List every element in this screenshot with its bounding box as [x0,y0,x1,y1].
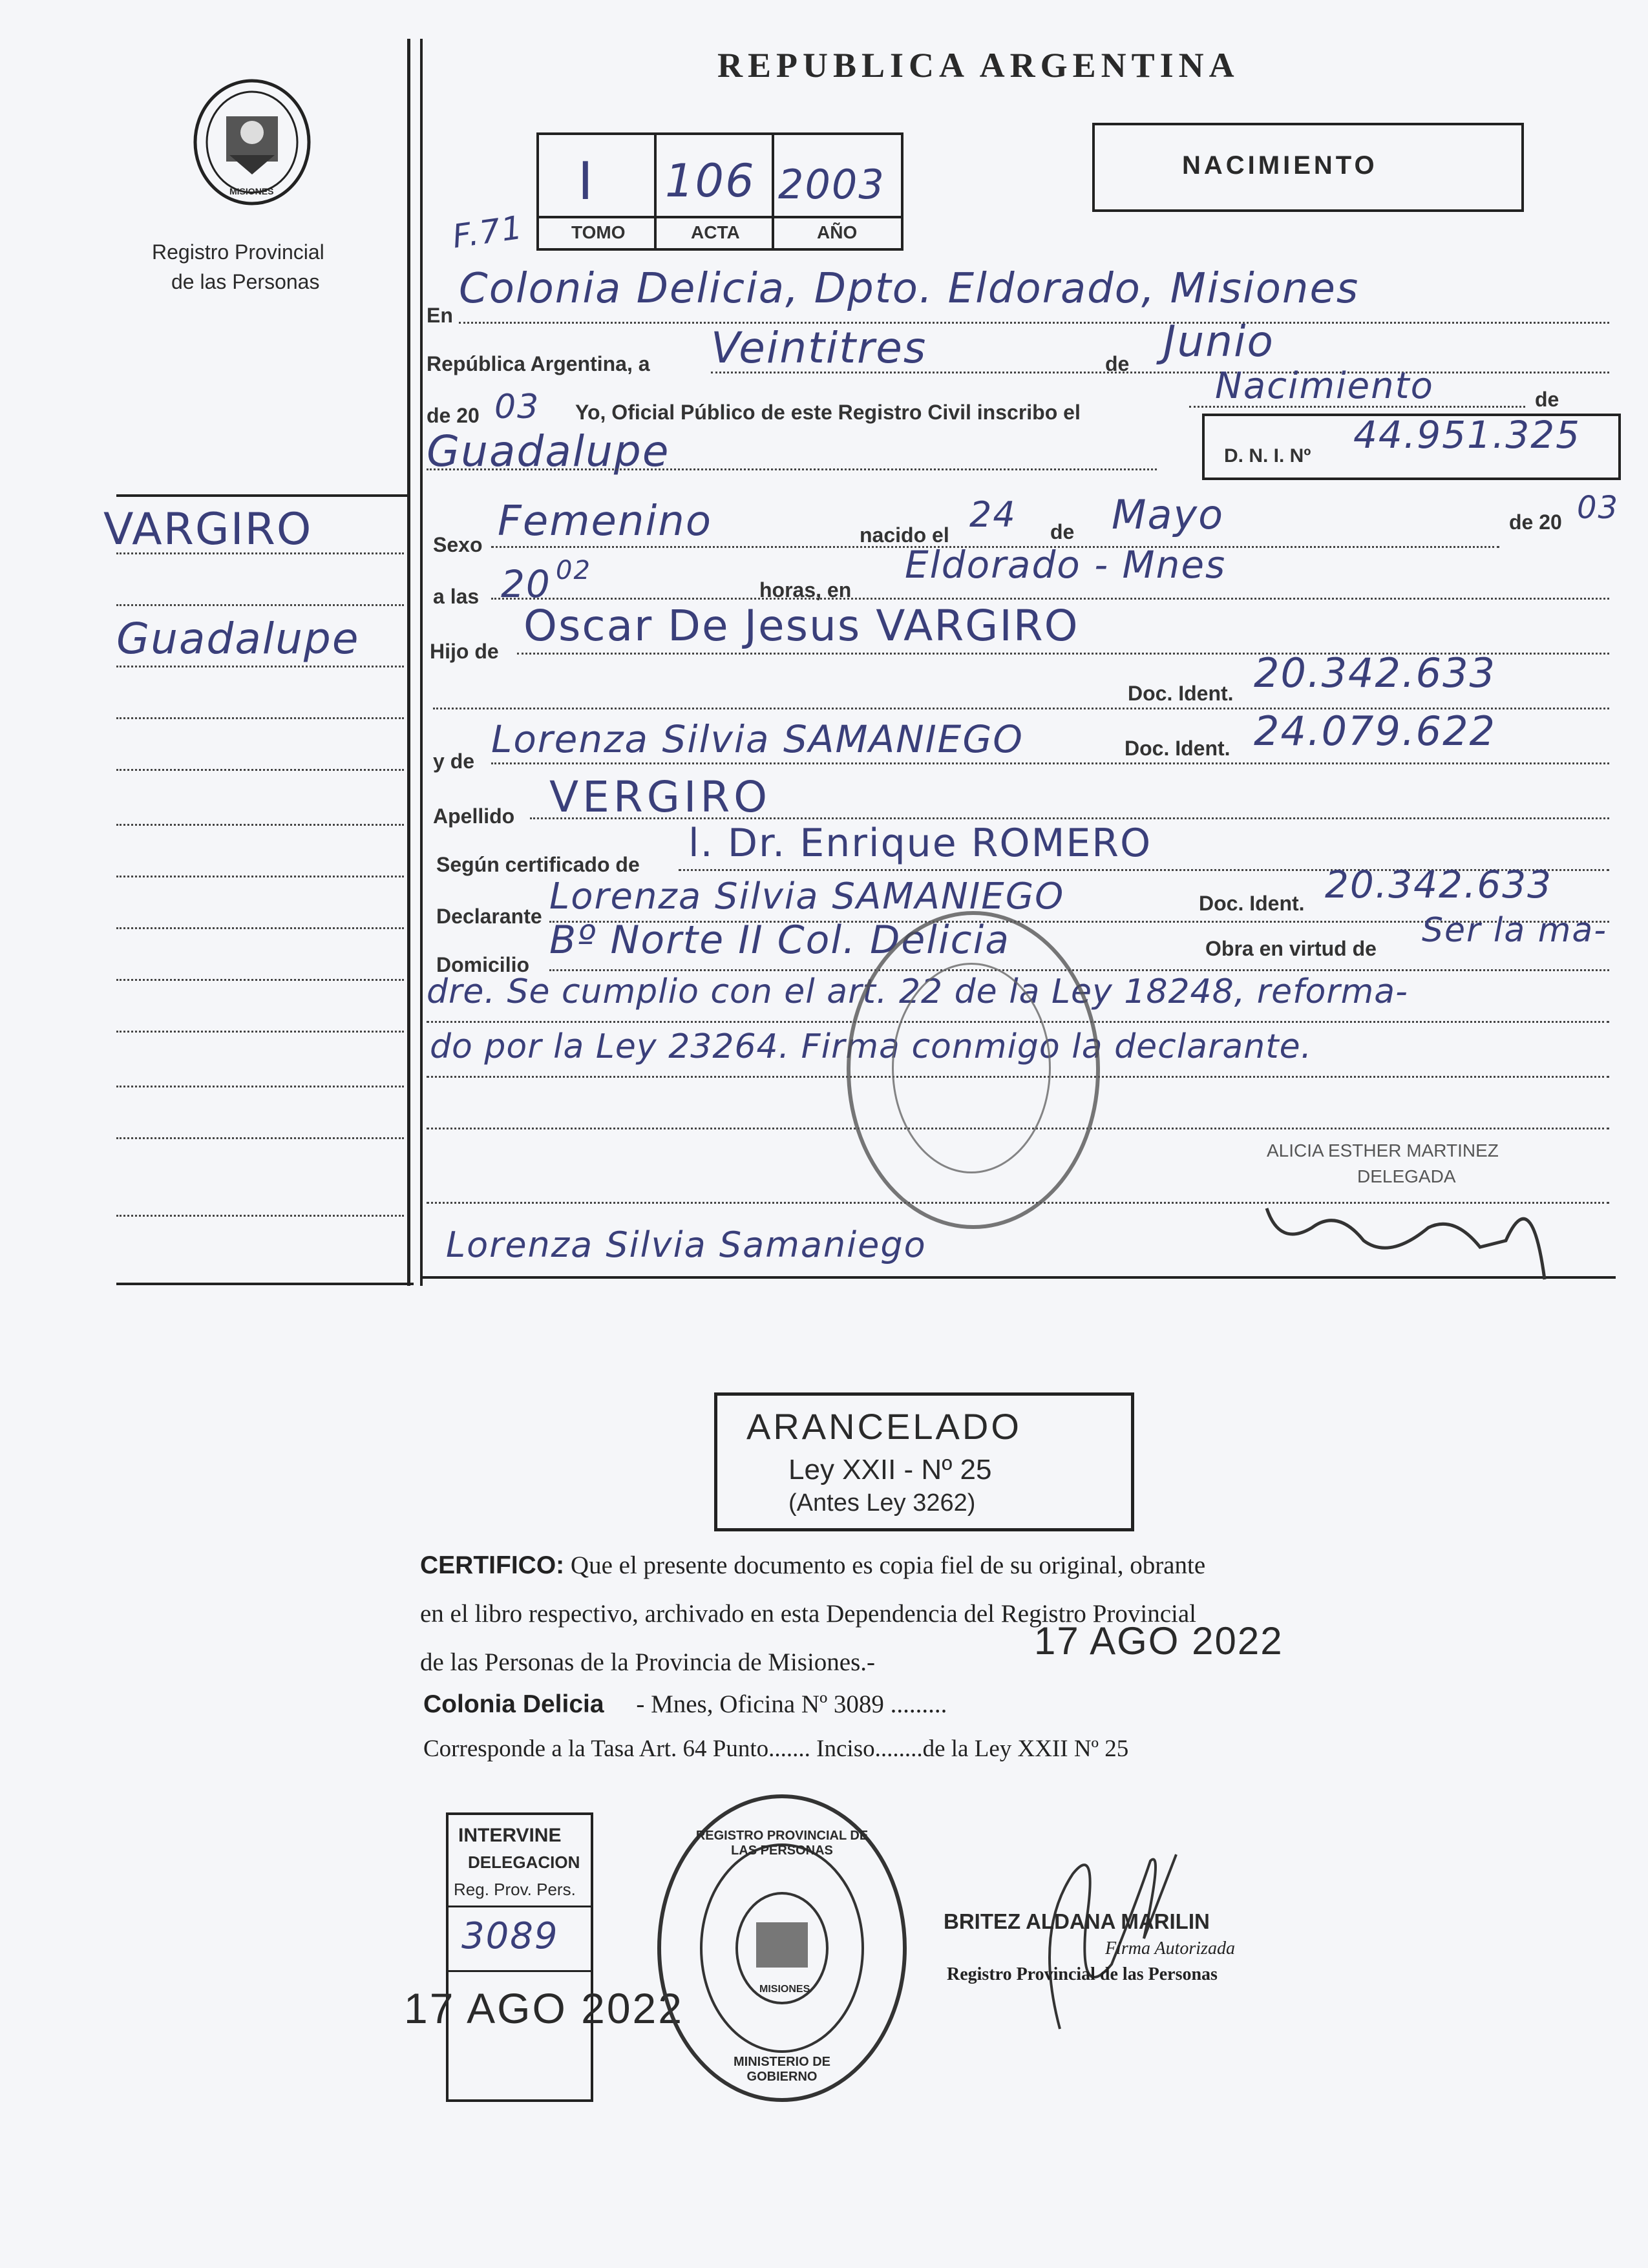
de-label-3: de [1050,520,1075,543]
hijo-label: Hijo de [430,640,499,663]
horas-label: horas, en [759,578,852,602]
intervine-stamp [446,1812,593,2102]
apellido-value: VERGIRO [549,772,772,822]
father-doc: 20.342.633 [1254,649,1496,697]
mother-name: Lorenza Silvia SAMANIEGO [491,717,1024,761]
ano-value: 2003 [778,161,885,208]
official-name: ALICIA ESTHER MARTINEZ [1267,1140,1499,1160]
tomo-value: I [578,151,595,211]
margin-given-name: Guadalupe [116,614,360,664]
country-title: REPUBLICA ARGENTINA [717,46,1240,85]
certifico-line4 [423,1690,947,1719]
certifico-lead: CERTIFICO: [420,1551,565,1579]
mother-doc-label: Doc. Ident. [1125,737,1231,760]
place-value: Colonia Delicia, Dpto. Eldorado, Misiones [459,265,1360,313]
notes-line2: do por la Ley 23264. Firma conmigo la declarante. [430,1027,1313,1066]
birth-time-sup: 02 [556,556,591,585]
form-left-border [420,39,423,1286]
registry-name-line1: Registro Provincial [152,240,324,264]
de-label-2: de [1535,388,1559,411]
acta-label: ACTA [691,222,740,242]
certifico-date: 17 AGO 2022 [1034,1619,1284,1663]
de-label-1: de [1105,352,1130,375]
arancelado-ley: Ley XXII - Nº 25 [788,1454,992,1486]
ano-label: AÑO [817,222,858,242]
y-de-label: y de [433,750,475,773]
arancelado-stamp [714,1392,1134,1531]
folio-note: F.71 [450,208,526,256]
intervine-line2: DELEGACION [468,1853,580,1872]
declarante-signature: Lorenza Silvia Samaniego [446,1224,927,1265]
act-kind: Nacimiento [1215,365,1434,407]
seal-center: MISIONES [759,1984,810,1995]
provincial-registry-seal [653,1790,911,2106]
seal-bottom-text: MINISTERIO DE GOBIERNO [733,2055,830,2084]
declarante-value: Lorenza Silvia SAMANIEGO [549,876,1065,918]
intervine-date: 17 AGO 2022 [404,1984,684,2032]
dni-value: 44.951.325 [1353,413,1581,457]
year-prefix: de 20 [427,404,480,427]
domicilio-value: Bº Norte II Col. Delicia [549,918,1011,963]
apellido-label: Apellido [433,804,515,828]
declarante-doc-label: Doc. Ident. [1199,892,1305,915]
declarante-doc: 20.342.633 [1325,863,1553,907]
header-bottom-rule [116,494,407,497]
certifico-text1: Que el presente documento es copia fiel de su original, obrante [570,1551,1206,1579]
notes-line1: dre. Se cumplio con el art. 22 de la Ley 18248, reforma- [427,972,1408,1011]
acta-value: 106 [665,154,755,207]
official-title: DELEGADA [1357,1166,1456,1186]
inscribe-text: Yo, Oficial Público de este Registro Civil inscribo el [575,401,1081,424]
nacido-label: nacido el [860,523,949,547]
registry-name-line2: de las Personas [171,270,320,293]
father-doc-label: Doc. Ident. [1128,682,1234,705]
obra-label: Obra en virtud de [1205,937,1377,960]
intervine-line3: Reg. Prov. Pers. [454,1880,576,1899]
certifico-line1 [420,1551,1205,1580]
margin-surname: VARGIRO [103,504,313,555]
record-type-box [1092,123,1524,212]
signer-org: Registro Provincial de las Personas [947,1964,1218,1984]
certifico-line5: Corresponde a la Tasa Art. 64 Punto....... Inciso........de la Ley XXII Nº 25 [423,1736,1129,1762]
birth-year-suffix: 03 [1577,490,1620,526]
seal-outer-text: REGISTRO PROVINCIAL DE LAS PERSONAS [695,1829,869,1858]
dni-label: D. N. I. Nº [1224,445,1311,467]
signer-name: BRITEZ ALDANA MARILIN [944,1909,1210,1933]
child-name: Guadalupe [427,426,670,476]
arancelado-title: ARANCELADO [746,1406,1022,1447]
birth-time: 20 [501,562,551,606]
mother-doc: 24.079.622 [1254,708,1496,755]
declarante-label: Declarante [436,905,542,928]
domicilio-label: Domicilio [436,953,530,976]
birth-year-prefix: de 20 [1509,510,1562,534]
signer-role: Firma Autorizada [1105,1938,1235,1958]
birth-day: 24 [969,494,1017,535]
tomo-label: TOMO [571,222,626,242]
intervine-office: 3089 [461,1915,559,1957]
day-written: Veintitres [711,323,927,373]
certificado-label: Según certificado de [436,853,640,876]
birth-place: Eldorado - Mnes [905,543,1227,587]
en-label: En [427,304,453,327]
dni-box [1202,414,1621,480]
arancelado-antes: (Antes Ley 3262) [788,1489,976,1517]
a-las-label: a las [433,585,480,608]
republica-label: República Argentina, a [427,352,650,375]
obra-value: Ser la ma- [1422,911,1608,950]
record-number-box [536,132,903,251]
intervine-line1: INTERVINE [458,1825,562,1846]
margin-bottom-rule [116,1283,414,1285]
sexo-value: Femenino [498,498,712,545]
certifico-office: - Mnes, Oficina Nº 3089 ......... [636,1690,947,1718]
official-signature [1260,1170,1583,1289]
record-type: NACIMIENTO [1182,151,1378,180]
emblem-label: MISIONES [229,186,274,196]
certifico-place: Colonia Delicia [423,1690,604,1718]
left-column-divider [407,39,410,1286]
certifico-line3: de las Personas de la Provincia de Misiones.- [420,1648,876,1676]
birth-month: Mayo [1112,491,1225,538]
sexo-label: Sexo [433,533,483,556]
year-suffix: 03 [494,388,540,426]
certifico-line2: en el libro respectivo, archivado en esta Dependencia del Registro Provincial [420,1600,1196,1628]
doctor-value: l. Dr. Enrique ROMERO [688,821,1152,866]
registry-emblem [191,78,313,207]
month-written: Junio [1163,317,1274,366]
father-name: Oscar De Jesus VARGIRO [523,601,1079,651]
